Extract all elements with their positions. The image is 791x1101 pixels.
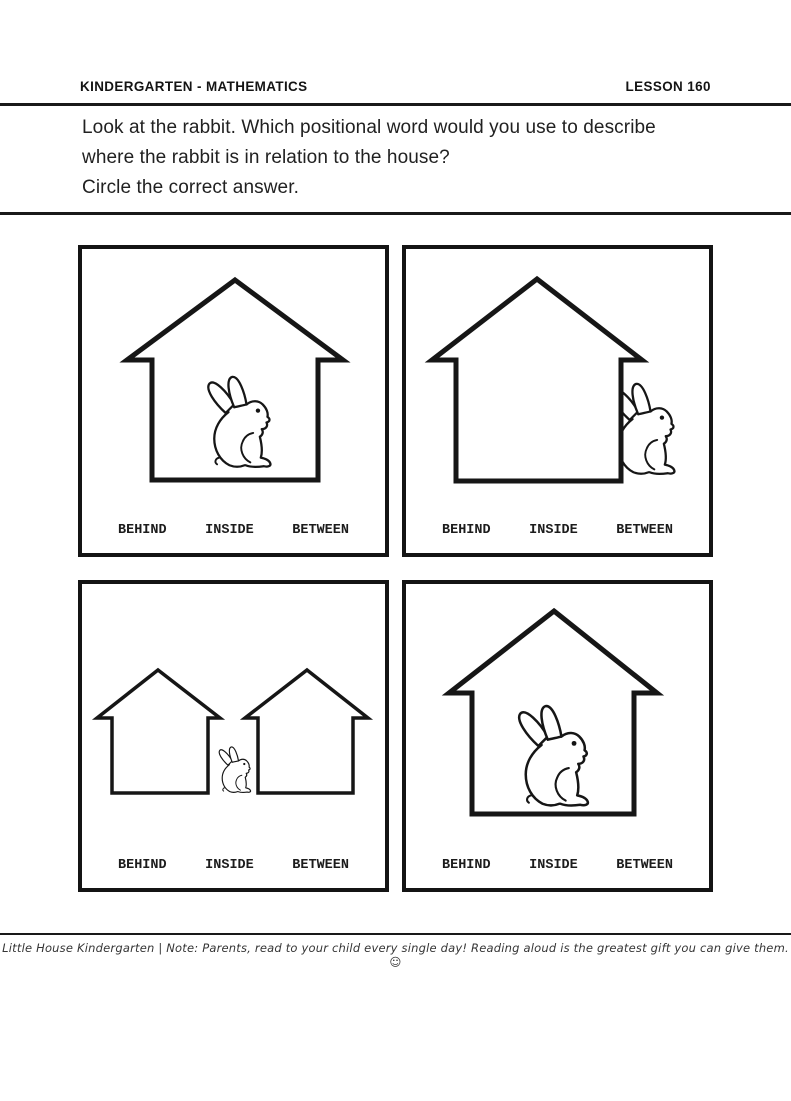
scene-rabbit-inside-house (82, 249, 385, 523)
footer-divider (0, 933, 791, 936)
rabbit-icon (208, 376, 270, 466)
question-panel-3 (78, 580, 389, 892)
instructions (82, 113, 721, 203)
rabbit-icon (219, 746, 250, 791)
option-between[interactable]: BETWEEN (292, 857, 349, 873)
option-behind[interactable]: BEHIND (118, 857, 167, 873)
option-inside[interactable]: INSIDE (529, 857, 578, 873)
header-divider (0, 103, 791, 106)
houses-rabbit-illustration (82, 584, 385, 836)
right-house-icon (245, 670, 368, 793)
option-between[interactable]: BETWEEN (616, 522, 673, 538)
option-behind[interactable]: BEHIND (442, 857, 491, 873)
lesson-number: LESSON 160 (625, 78, 711, 94)
house-rabbit-illustration (82, 249, 385, 501)
question-panel-2 (402, 245, 713, 557)
house-rabbit-illustration (406, 249, 709, 501)
left-house-icon (97, 670, 220, 793)
answer-options (82, 523, 385, 553)
scene-rabbit-inside-house (406, 584, 709, 858)
option-between[interactable]: BETWEEN (292, 522, 349, 538)
question-panel-1 (78, 245, 389, 557)
option-between[interactable]: BETWEEN (616, 857, 673, 873)
course-title: KINDERGARTEN - MATHEMATICS (80, 78, 308, 94)
option-behind[interactable]: BEHIND (442, 522, 491, 538)
question-panel-4 (402, 580, 713, 892)
option-inside[interactable]: INSIDE (205, 857, 254, 873)
footer-note: Little House Kindergarten | Note: Parents, read to your child every single day! Reading aloud is the greatest gift you can give them. ☺ (2, 941, 789, 969)
house-icon (432, 279, 642, 481)
instructions-divider (0, 212, 791, 215)
instruction-line: Look at the rabbit. Which positional word would you use to describe (82, 117, 656, 138)
scene-rabbit-between-houses (82, 584, 385, 858)
instruction-line: Circle the correct answer. (82, 177, 299, 198)
scene-rabbit-behind-house (406, 249, 709, 523)
option-behind[interactable]: BEHIND (118, 522, 167, 538)
option-inside[interactable]: INSIDE (205, 522, 254, 538)
question-grid (78, 245, 791, 892)
answer-options (82, 858, 385, 888)
worksheet-header (80, 78, 711, 94)
instruction-line: where the rabbit is in relation to the house? (82, 147, 450, 168)
rabbit-icon (519, 706, 588, 805)
house-rabbit-illustration (406, 584, 709, 836)
option-inside[interactable]: INSIDE (529, 522, 578, 538)
answer-options (406, 858, 709, 888)
answer-options (406, 523, 709, 553)
